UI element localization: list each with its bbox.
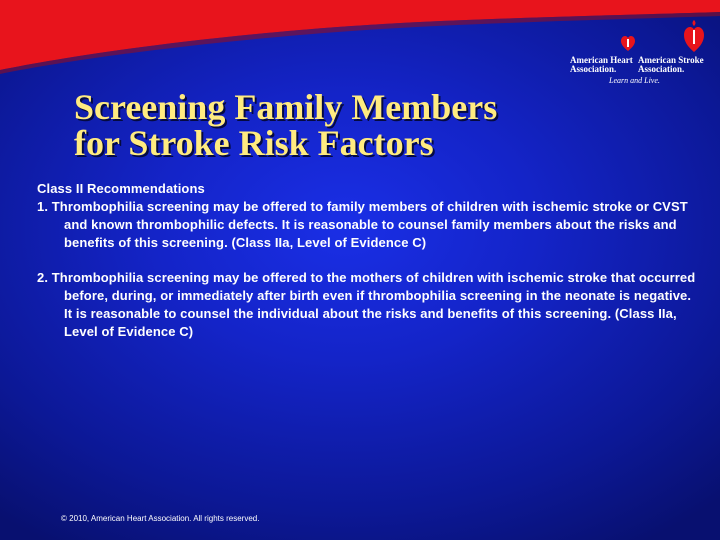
slide-title-line2: for Stroke Risk Factors xyxy=(74,123,434,163)
recommendations-subheading: Class II Recommendations xyxy=(37,181,205,196)
asa-name xyxy=(638,56,704,74)
heart-torch-icon xyxy=(684,20,704,54)
slide-title xyxy=(74,89,634,161)
copyright-footer: © 2010, American Heart Association. All rights reserved. xyxy=(61,514,260,523)
heart-torch-icon xyxy=(621,36,635,52)
aha-name-line1: American Heart xyxy=(570,55,633,65)
logo-tagline: Learn and Live. xyxy=(609,76,660,85)
asa-name-line2: Association. xyxy=(638,64,685,74)
association-logo xyxy=(568,20,708,86)
recommendation-item: 2. Thrombophilia screening may be offered to the mothers of children with ischemic stroke that occurred before, during, or immediately after birth even if thrombophilia screening in the neonate is negative. It is reasonable to counsel the individual about the risks and benefits of this screening. (Class IIa, Level of Evidence C) xyxy=(37,270,696,339)
aha-name-line2: Association. xyxy=(570,64,617,74)
recommendation-item: 1. Thrombophilia screening may be offered to family members of children with ischemic stroke or CVST and known thrombophilic defects. It is reasonable to counsel family members about the risks and benefits of this screening. (Class IIa, Level of Evidence C) xyxy=(37,199,688,250)
slide-title-line1: Screening Family Members xyxy=(74,87,498,127)
asa-name-line1: American Stroke xyxy=(638,55,704,65)
slide-body xyxy=(37,180,697,341)
aha-name xyxy=(570,56,633,74)
